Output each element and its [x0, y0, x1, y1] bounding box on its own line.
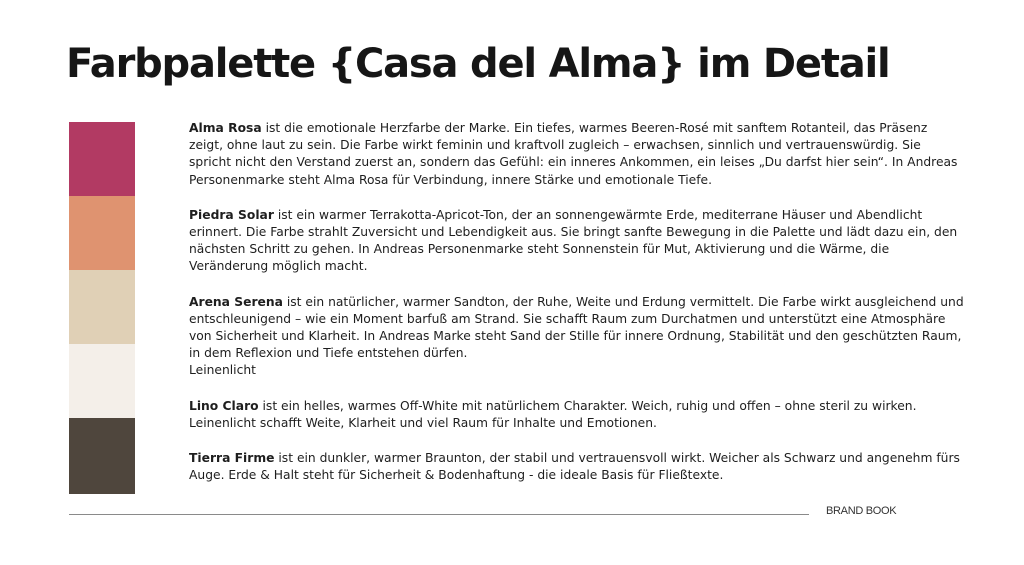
footer-brand-book-label: BRAND BOOK: [826, 505, 897, 517]
color-text: ist ein natürlicher, warmer Sandton, der Ruhe, Weite und Erdung vermittelt. Die Farbe wirkt ausgleichend und entschleunigend – wie ein Moment barfuß am Strand. Sie schafft Raum zum Durchatmen und unterstützt eine Atmosphäre von Sicherheit und Klarheit. In Andreas Marke steht Sand der Stille für innere Ordnung, Stabilität und den geschützten Raum, in dem Reflexion und Tiefe entstehen dürfen.: [189, 294, 964, 361]
color-descriptions: [189, 120, 964, 502]
color-name: Arena Serena: [189, 294, 283, 309]
color-text: ist ein warmer Terrakotta-Apricot-Ton, der an sonnengewärmte Erde, mediterrane Häuser und Abendlicht erinnert. Die Farbe strahlt Zuversicht und Lebendigkeit aus. Sie bringt sanfte Bewegung in die Palette und lädt dazu ein, den nächsten Schritt zu gehen. In Andreas Personenmarke steht Sonnenstein für Mut, Aktivierung und die Wärme, die Veränderung möglich macht.: [189, 207, 958, 274]
color-text: ist ein helles, warmes Off-White mit natürlichem Charakter. Weich, ruhig und offen – ohne steril zu wirken. Leinenlicht schafft Weite, Klarheit und viel Raum für Inhalte und Emotionen.: [189, 398, 917, 430]
color-text: ist die emotionale Herzfarbe der Marke. Ein tiefes, warmes Beeren-Rosé mit sanftem Rotanteil, das Präsenz zeigt, ohne laut zu sein. Die Farbe wirkt feminin und kraftvoll zugleich – erwachsen, sinnlich und vertrauenswürdig. Sie spricht nicht den Verstand zuerst an, sondern das Gefühl: ein inneres Ankommen, ein leises „Du darfst hier sein“. In Andreas Personenmarke steht Alma Rosa für Verbindung, innere Stärke und emotionale Tiefe.: [189, 121, 958, 187]
color-extra-line: Leinenlicht: [189, 363, 256, 378]
color-name: Tierra Firme: [189, 451, 275, 466]
description-tierra-firme: [189, 450, 964, 484]
swatch-lino-claro: [69, 344, 135, 418]
swatch-tierra-firme: [69, 418, 135, 494]
color-name: Lino Claro: [189, 398, 259, 413]
swatch-alma-rosa: [69, 122, 135, 196]
swatch-piedra-solar: [69, 196, 135, 270]
color-name: Piedra Solar: [189, 207, 274, 222]
color-name: Alma Rosa: [189, 121, 262, 135]
description-lino-claro: [189, 398, 964, 432]
description-alma-rosa: [189, 120, 964, 189]
color-text: ist ein dunkler, warmer Braunton, der stabil und vertrauensvoll wirkt. Weicher als Schwarz und angenehm fürs Auge. Erde & Halt steht für Sicherheit & Bodenhaftung - die ideale Basis für Fließtexte.: [189, 451, 960, 483]
footer-divider: [69, 514, 809, 515]
description-arena-serena: [189, 294, 964, 380]
swatch-arena-serena: [69, 270, 135, 344]
page-title: Farbpalette {Casa del Alma} im Detail: [66, 41, 890, 87]
description-piedra-solar: [189, 207, 964, 276]
color-swatch-column: [69, 122, 135, 494]
